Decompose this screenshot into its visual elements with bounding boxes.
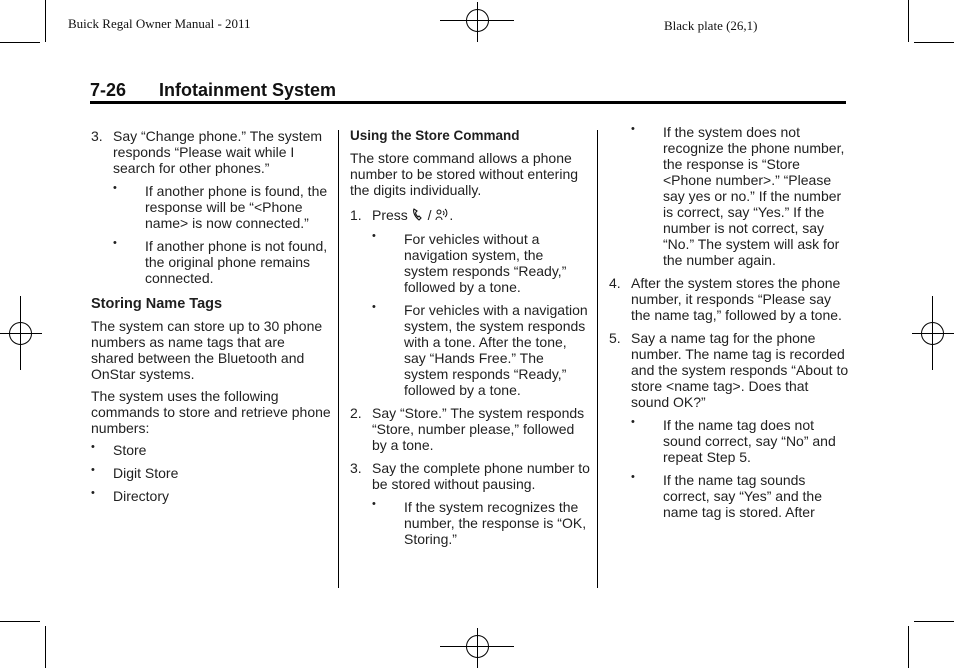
command-text: Digit Store xyxy=(113,465,179,481)
step-5 xyxy=(609,330,849,410)
section-title: Infotainment System xyxy=(159,80,337,100)
bullet-icon: • xyxy=(91,464,95,476)
header-rule xyxy=(90,101,846,104)
command-item xyxy=(91,488,331,504)
crop-mark xyxy=(914,621,954,622)
bullet-text: If the system does not recognize the phone number, the response is “Store <Phone number>.” “Please say yes or no.” If the number is correct, say “Yes.” If the number is not correct, say “No.” The system will ask for the number again. xyxy=(663,124,845,268)
step-number: 5. xyxy=(609,330,621,346)
step-text: After the system stores the phone number, it responds “Please say the name tag,” followed by a tone. xyxy=(631,275,842,323)
step-number: 1. xyxy=(350,207,362,223)
step-text: Say “Change phone.” The system responds “Please wait while I search for other phones.” xyxy=(113,128,323,176)
step-3 xyxy=(91,128,331,176)
registration-mark-left xyxy=(0,296,42,370)
manual-title: Buick Regal Owner Manual - 2011 xyxy=(68,16,251,31)
registration-mark-bottom xyxy=(440,628,514,668)
bullet-text: For vehicles with a navigation system, the system responds with a tone. After the tone, say “Hands Free.” The system responds “Ready,” followed by a tone. xyxy=(404,302,588,398)
icon-separator: / xyxy=(423,207,436,223)
step-text: Press xyxy=(372,207,408,223)
plate-label: Black plate (26,1) xyxy=(664,18,758,33)
bullet-item xyxy=(91,183,331,231)
registration-mark-right xyxy=(912,296,954,370)
paragraph: The system can store up to 30 phone numbers as name tags that are shared between the Bluetooth and OnStar systems. xyxy=(91,318,323,382)
bullet-item xyxy=(350,231,590,295)
bullet-icon: • xyxy=(631,416,635,428)
bullet-icon: • xyxy=(91,441,95,453)
voice-recognition-icon xyxy=(435,208,449,222)
bullet-icon: • xyxy=(631,471,635,483)
column-3 xyxy=(609,124,849,527)
column-2 xyxy=(350,128,590,554)
step-text: Say a name tag for the phone number. The name tag is recorded and the system responds “About to store <name tag>. Does that sound OK?” xyxy=(631,330,849,410)
registration-mark-top xyxy=(440,2,514,42)
step-end: . xyxy=(449,207,454,223)
bullet-icon: • xyxy=(113,237,117,249)
bullet-icon: • xyxy=(91,487,95,499)
bullet-item xyxy=(609,472,849,520)
bullet-item xyxy=(350,499,590,547)
phone-icon xyxy=(412,208,424,222)
crop-mark xyxy=(45,626,46,668)
bullet-text: If the system recognizes the number, the response is “OK, Storing.” xyxy=(404,499,587,547)
bullet-text: For vehicles without a navigation system, the system responds “Ready,” followed by a tone. xyxy=(404,231,567,295)
command-text: Store xyxy=(113,442,147,458)
bullet-item xyxy=(609,417,849,465)
bullet-icon: • xyxy=(372,498,376,510)
bullet-icon: • xyxy=(113,182,117,194)
bullet-icon: • xyxy=(372,230,376,242)
command-text: Directory xyxy=(113,488,170,504)
column-1 xyxy=(91,128,331,511)
bullet-text: If another phone is not found, the original phone remains connected. xyxy=(145,238,328,286)
section-header xyxy=(90,80,336,101)
bullet-item xyxy=(91,238,331,286)
step-number: 3. xyxy=(350,460,362,476)
command-item xyxy=(91,465,331,481)
bullet-item xyxy=(350,302,590,398)
paragraph: The store command allows a phone number to be stored without entering the digits individually. xyxy=(350,150,579,198)
bullet-item xyxy=(609,124,849,268)
step-3 xyxy=(350,460,590,492)
step-4 xyxy=(609,275,849,323)
bullet-text: If the name tag sounds correct, say “Yes” and the name tag is stored. After xyxy=(663,472,823,520)
step-number: 3. xyxy=(91,128,103,144)
step-text: Say “Store.” The system responds “Store, number please,” followed by a tone. xyxy=(372,405,585,453)
step-text: Say the complete phone number to be stored without pausing. xyxy=(372,460,590,492)
crop-mark xyxy=(45,0,46,42)
bullet-text: If another phone is found, the response will be “<Phone name> is now connected.” xyxy=(145,183,328,231)
bullet-text: If the name tag does not sound correct, say “No” and repeat Step 5. xyxy=(663,417,836,465)
column-divider xyxy=(338,130,339,588)
column-divider xyxy=(597,130,598,588)
crop-mark xyxy=(0,42,40,43)
subheading: Storing Name Tags xyxy=(91,296,223,312)
paragraph: The system uses the following commands to store and retrieve phone numbers: xyxy=(91,388,331,436)
bullet-icon: • xyxy=(372,301,376,313)
crop-mark xyxy=(908,626,909,668)
crop-mark xyxy=(908,0,909,42)
crop-mark xyxy=(914,42,954,43)
subheading: Using the Store Command xyxy=(350,128,520,143)
step-2 xyxy=(350,405,590,453)
bullet-icon: • xyxy=(631,123,635,135)
step-number: 4. xyxy=(609,275,621,291)
step-number: 2. xyxy=(350,405,362,421)
page-number: 7-26 xyxy=(90,80,127,100)
crop-mark xyxy=(0,621,40,622)
command-item xyxy=(91,442,331,458)
step-1 xyxy=(350,207,590,223)
